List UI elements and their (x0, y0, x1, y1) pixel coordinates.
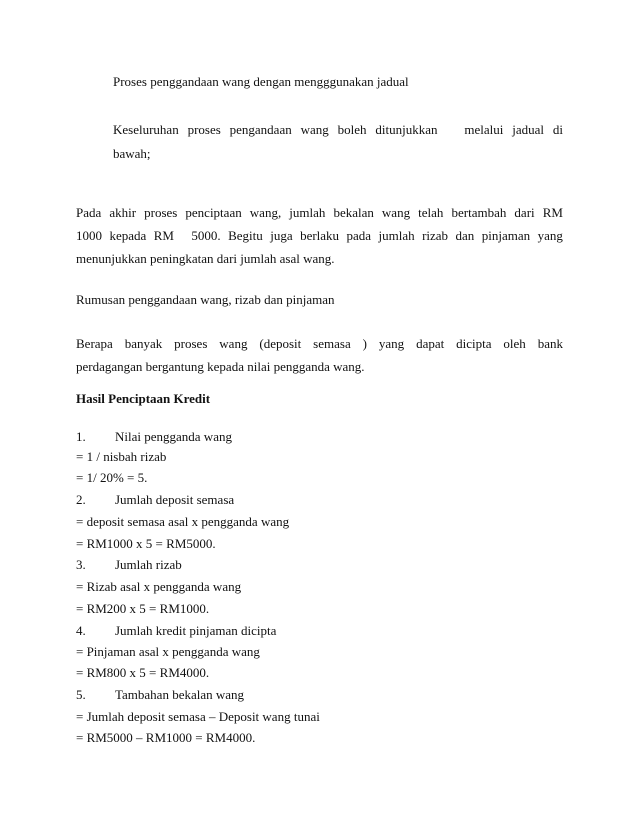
section-title: Hasil Penciptaan Kredit (76, 391, 211, 406)
word: juga (270, 228, 293, 243)
word: dan (455, 228, 475, 243)
word: Begitu (228, 228, 263, 243)
list-item-3-header (76, 557, 182, 573)
word: penciptaan (185, 205, 242, 220)
word: wang, (249, 205, 282, 220)
list-item-number: 4. (76, 623, 86, 638)
word: jumlah (378, 228, 415, 243)
list-item-4-line-2: = RM800 x 5 = RM4000. (76, 665, 210, 680)
word: Berapa (76, 336, 113, 351)
para1-line-2 (76, 228, 563, 244)
list-item-3-line-1: = Rizab asal x pengganda wang (76, 579, 242, 594)
list-item-2-header (76, 492, 234, 508)
para1-line-3: menunjukkan peningkatan dari jumlah asal wang. (76, 251, 335, 266)
list-item-title: Jumlah kredit pinjaman dicipta (115, 623, 277, 638)
list-item-1-line-1: = 1 / nisbah rizab (76, 449, 167, 464)
word: wang (300, 122, 329, 137)
word: ) (362, 336, 367, 351)
word: dapat (416, 336, 445, 351)
intro-heading: Proses penggandaan wang dengan mengggunakan jadual (113, 74, 409, 89)
list-item-number: 5. (76, 687, 86, 702)
word: berlaku (300, 228, 340, 243)
list-item-title: Nilai pengganda wang (115, 429, 232, 444)
list-item-2-line-2: = RM1000 x 5 = RM5000. (76, 536, 216, 551)
para2-line-2: perdagangan bergantung kepada nilai pengganda wang. (76, 359, 365, 374)
para2-line-1 (76, 336, 563, 352)
word: 1000 (76, 228, 102, 243)
word: melalui (464, 122, 504, 137)
word: RM (542, 205, 563, 220)
word: proses (187, 122, 221, 137)
list-item-1-header (76, 429, 232, 445)
list-item-number: 1. (76, 429, 86, 444)
list-item-4-line-1: = Pinjaman asal x pengganda wang (76, 644, 260, 659)
word: akhir (109, 205, 137, 220)
word: bank (537, 336, 563, 351)
word: jadual (512, 122, 544, 137)
intro-line-1 (113, 122, 563, 138)
word: pinjaman (481, 228, 531, 243)
word: dicipta (456, 336, 492, 351)
word: ditunjukkan (375, 122, 438, 137)
word: yang (537, 228, 563, 243)
word: Pada (76, 205, 102, 220)
word: 5000. (191, 228, 221, 243)
word: wang (219, 336, 248, 351)
word: oleh (503, 336, 526, 351)
word: bekalan (333, 205, 374, 220)
word: boleh (337, 122, 367, 137)
word: kepada (109, 228, 147, 243)
word: RM (153, 228, 174, 243)
word: jumlah (289, 205, 326, 220)
word: bertambah (451, 205, 507, 220)
list-item-5-header (76, 687, 244, 703)
list-item-number: 3. (76, 557, 86, 572)
list-item-1-line-2: = 1/ 20% = 5. (76, 470, 148, 485)
intro-line-2: bawah; (113, 146, 151, 161)
list-item-title: Jumlah deposit semasa (115, 492, 235, 507)
word: semasa (313, 336, 351, 351)
rumusan-line: Rumusan penggandaan wang, rizab dan pinjaman (76, 292, 335, 307)
list-item-4-header (76, 623, 276, 639)
word: (deposit (259, 336, 302, 351)
word: telah (418, 205, 444, 220)
word: banyak (124, 336, 163, 351)
para1-line-1 (76, 205, 563, 221)
word: pada (346, 228, 372, 243)
list-item-5-line-1: = Jumlah deposit semasa – Deposit wang tunai (76, 709, 320, 724)
list-item-title: Tambahan bekalan wang (115, 687, 245, 702)
word: dari (514, 205, 535, 220)
list-item-3-line-2: = RM200 x 5 = RM1000. (76, 601, 210, 616)
list-item-5-line-2: = RM5000 – RM1000 = RM4000. (76, 730, 256, 745)
word: proses (174, 336, 208, 351)
word: di (552, 122, 563, 137)
word: pengandaan (229, 122, 292, 137)
list-item-number: 2. (76, 492, 86, 507)
word: yang (378, 336, 405, 351)
word: Keseluruhan (113, 122, 179, 137)
word: proses (144, 205, 178, 220)
word: wang (381, 205, 411, 220)
list-item-2-line-1: = deposit semasa asal x pengganda wang (76, 514, 290, 529)
word: rizab (422, 228, 449, 243)
list-item-title: Jumlah rizab (115, 557, 182, 572)
